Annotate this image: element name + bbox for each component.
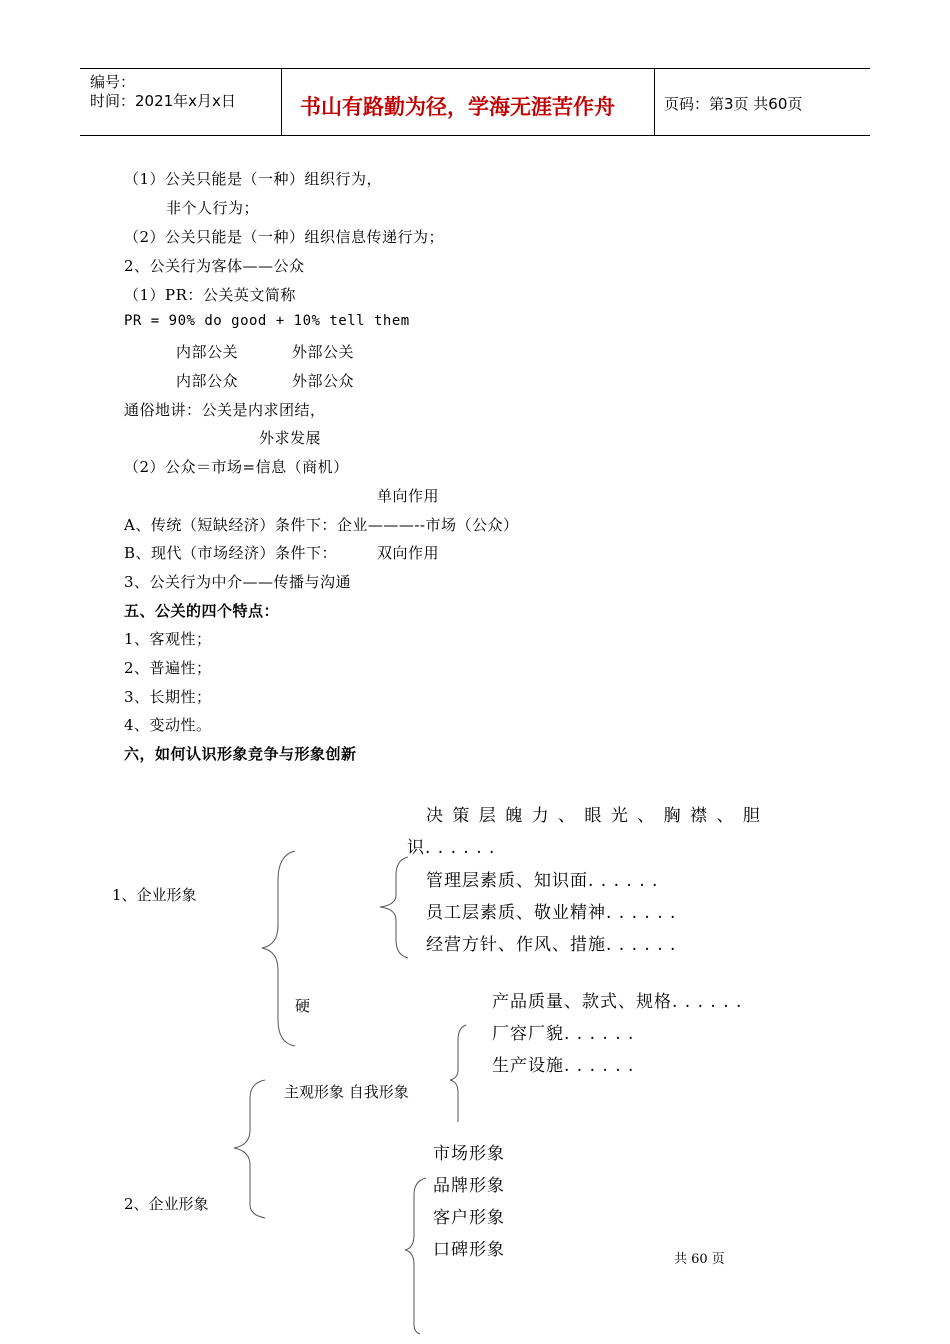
text-line: 2、公关行为客体——公众 [124,257,305,275]
text-line: 内部公关 [176,343,239,361]
bracket-soft [380,857,408,958]
hard-item: 厂容厂貌. . . . . . [492,1024,635,1044]
header-page-info: 页码：第3页 共60页 [664,95,803,113]
soft-item: 经营方针、作风、措施. . . . . . [426,935,677,955]
market-item: 口碑形象 [433,1240,505,1260]
hard-item: 生产设施. . . . . . [492,1056,635,1076]
soft-item: 员工层素质、敬业精神. . . . . . [426,903,677,923]
hard-item: 产品质量、款式、规格. . . . . . [492,992,743,1012]
text-line: 内部公众 [176,372,239,390]
hard-label: 硬 [295,997,311,1015]
soft-line1-cont: 识. . . . . . [407,838,496,858]
text-line: 单向作用 [377,487,440,505]
bracket-hard [450,1025,466,1122]
text-line: （2）公众＝市场=信息（商机） [124,458,349,476]
bracket-outer-2 [234,1080,265,1218]
list-item: 1、客观性； [124,630,212,648]
text-line-formula: PR = 90% do good + 10% tell them [124,313,410,329]
bracket-market [405,1178,426,1334]
diagram-item1: 1、企业形象 [112,886,197,904]
section-heading: 六，如何认识形象竞争与形象创新 [124,745,357,763]
text-line: （2）公关只能是（一种）组织信息传递行为； [124,228,445,246]
footer-total-pages: 共 60 页 [674,1252,725,1267]
text-line: 3、公关行为中介——传播与沟通 [124,573,352,591]
soft-line1: 决 策 层 魄 力 、 眼 光 、 胸 襟 、 胆 [426,806,762,826]
section-heading: 五、公关的四个特点： [124,602,280,620]
text-line: （1）公关只能是（一种）组织行为， [124,170,383,188]
market-item: 客户形象 [433,1208,505,1228]
text-line: 外部公关 [292,343,355,361]
list-item: 2、普遍性； [124,659,212,677]
market-item: 市场形象 [433,1144,505,1164]
soft-item: 管理层素质、知识面. . . . . . [426,871,659,891]
subjective-image: 主观形象 自我形象 [284,1083,409,1101]
list-item: 3、长期性； [124,688,212,706]
text-line: 外部公众 [292,372,355,390]
diagram-item2: 2、企业形象 [124,1195,209,1213]
bracket-outer-1 [262,851,295,1046]
header-date-label: 时间：2021年x月x日 [90,92,236,110]
text-line: 通俗地讲：公关是内求团结， [124,401,326,419]
text-line: 非个人行为； [166,199,260,217]
header-motto: 书山有路勤为径，学海无涯苦作舟 [300,95,615,119]
list-item: 4、变动性。 [124,716,212,734]
text-line: （1）PR：公关英文简称 [124,286,296,304]
text-line: B、现代（市场经济）条件下： [124,544,338,562]
text-line: A、传统（短缺经济）条件下：企业———--市场（公众） [124,516,519,534]
header-number-label: 编号： [90,73,136,91]
market-item: 品牌形象 [433,1176,505,1196]
text-line: 外求发展 [259,429,322,447]
text-line: 双向作用 [377,544,440,562]
